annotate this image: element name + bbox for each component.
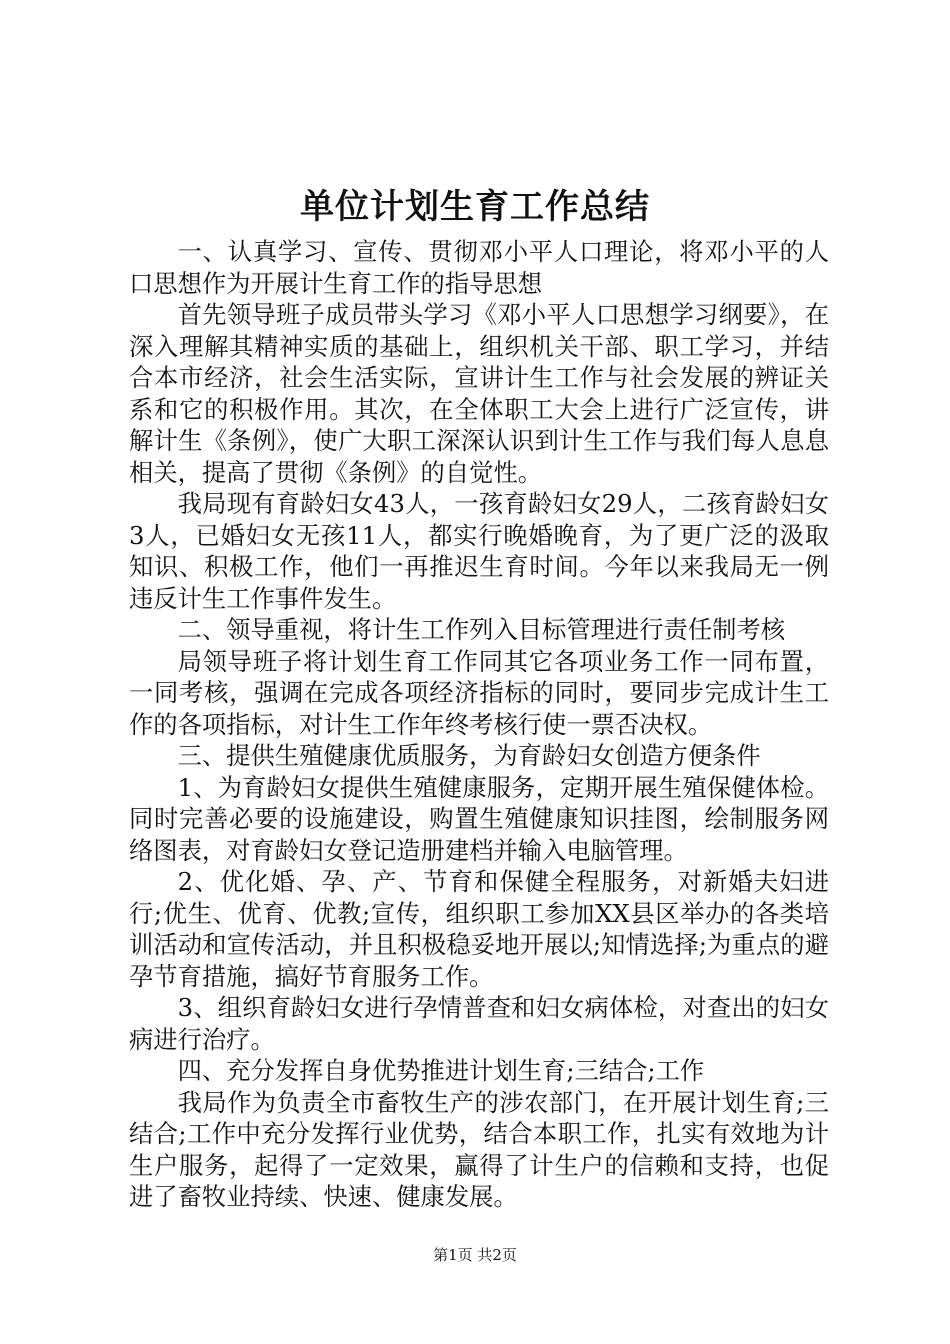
section-heading-2: 二、领导重视，将计生工作列入目标管理进行责任制考核: [177, 615, 786, 644]
paragraph-item-2: 2、优化婚、孕、产、节育和保健全程服务，对新婚夫妇进行;优生、优育、优教;宣传，组织职工参加XX县区举办的各类培训活动和宣传活动，并且积极稳妥地开展以;知情选择;为重点的避孕节育措施，搞好节育服务工作。: [129, 867, 829, 991]
paragraph-agriculture: 我局作为负责全市畜牧生产的涉农部门，在开展计划生育;三结合;工作中充分发挥行业优势，结合本职工作，扎实有效地为计生户服务，起得了一定效果，赢得了计生户的信赖和支持，也促进了畜牧业持续、快速、健康发展。: [129, 1087, 829, 1211]
document-title: 单位计划生育工作总结: [300, 187, 650, 227]
document-body: [129, 236, 829, 1213]
page-footer: 第1页 共2页: [433, 1246, 517, 1264]
section-heading-4: 四、充分发挥自身优势推进计划生育;三结合;工作: [177, 1056, 705, 1085]
section-heading-3: 三、提供生殖健康优质服务，为育龄妇女创造方便条件: [177, 741, 761, 770]
section-heading-1: 一、认真学习、宣传、贯彻邓小平人口理论，将邓小平的人口思想作为开展计生育工作的指导思想: [129, 237, 829, 298]
paragraph-item-1: 1、为育龄妇女提供生殖健康服务，定期开展生殖保健体检。同时完善必要的设施建设，购置生殖健康知识挂图，绘制服务网络图表，对育龄妇女登记造册建档并输入电脑管理。: [129, 772, 829, 865]
paragraph-leadership: 局领导班子将计划生育工作同其它各项业务工作一同布置，一同考核，强调在完成各项经济指标的同时，要同步完成计生工作的各项指标，对计生工作年终考核行使一票否决权。: [129, 646, 829, 739]
paragraph-women-statistics: 我局现有育龄妇女43人，一孩育龄妇女29人，二孩育龄妇女3人，已婚妇女无孩11人，都实行晚婚晚育，为了更广泛的汲取知识、积极工作，他们一再推迟生育时间。今年以来我局无一例违反计生工作事件发生。: [129, 489, 829, 613]
paragraph-item-3: 3、组织育龄妇女进行孕情普查和妇女病体检，对查出的妇女病进行治疗。: [129, 993, 829, 1054]
paragraph-study-propaganda: 首先领导班子成员带头学习《邓小平人口思想学习纲要》，在深入理解其精神实质的基础上，组织机关干部、职工学习，并结合本市经济，社会生活实际，宣讲计生工作与社会发展的辨证关系和它的积极作用。其次，在全体职工大会上进行广泛宣传，讲解计生《条例》，使广大职工深深认识到计生工作与我们每人息息相关，提高了贯彻《条例》的自觉性。: [129, 300, 829, 487]
